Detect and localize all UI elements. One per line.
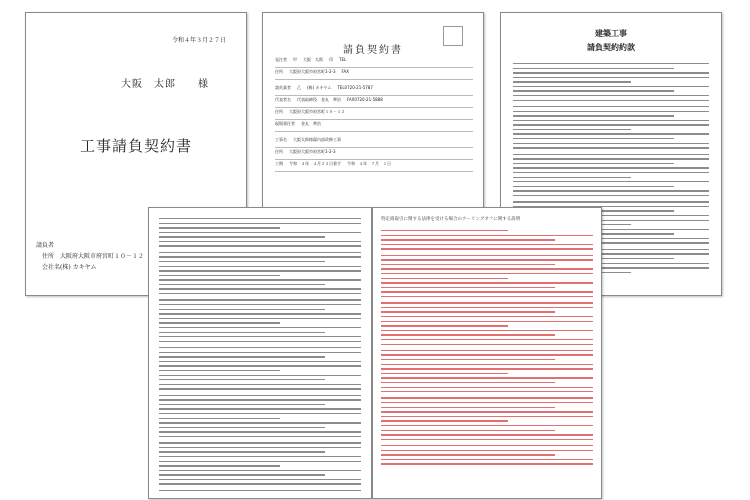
text-line bbox=[159, 299, 361, 300]
form-row bbox=[275, 137, 473, 148]
text-line bbox=[381, 420, 508, 421]
cooling-off-header: 特定商取引に関する法律を受ける場合のクーリングオフに関する説明 bbox=[381, 217, 521, 222]
text-line bbox=[159, 313, 361, 314]
form-cell: 大阪府大阪市府宮町1-2-3 bbox=[289, 149, 336, 154]
text-line bbox=[381, 364, 593, 365]
form-cell: 工期 bbox=[275, 161, 283, 166]
text-line bbox=[159, 318, 361, 319]
text-line bbox=[159, 223, 361, 224]
text-line bbox=[513, 81, 631, 82]
form-cell: 代表者名 bbox=[275, 97, 291, 102]
text-line bbox=[381, 411, 593, 412]
text-line bbox=[159, 418, 280, 419]
text-line bbox=[159, 245, 361, 246]
form-row bbox=[275, 97, 473, 108]
text-line bbox=[159, 227, 280, 228]
form-row bbox=[275, 109, 473, 120]
form-row bbox=[275, 161, 473, 172]
text-line bbox=[513, 201, 709, 202]
text-line bbox=[381, 268, 593, 269]
text-line bbox=[159, 399, 361, 400]
text-line bbox=[381, 282, 593, 283]
company-label: 会社名 bbox=[42, 264, 61, 271]
form-cell: TEL bbox=[339, 57, 347, 62]
form-title: 請負契約書 bbox=[343, 45, 403, 56]
text-line bbox=[513, 133, 709, 134]
text-line bbox=[159, 241, 361, 242]
article-text bbox=[159, 218, 361, 494]
text-line bbox=[159, 431, 361, 432]
text-line bbox=[381, 244, 593, 245]
text-line bbox=[381, 291, 593, 292]
text-line bbox=[513, 154, 709, 155]
text-line bbox=[381, 255, 593, 256]
text-line bbox=[381, 454, 555, 455]
recipient bbox=[121, 75, 209, 90]
text-line bbox=[381, 235, 593, 236]
form-cell: 住所 bbox=[275, 109, 283, 114]
text-line bbox=[381, 311, 555, 312]
text-line bbox=[381, 330, 593, 331]
form-cell: 大阪府大阪市府宮町1-2-3 bbox=[289, 69, 336, 74]
text-line bbox=[513, 115, 674, 116]
text-line bbox=[381, 397, 593, 398]
text-line bbox=[381, 339, 593, 340]
text-line bbox=[381, 259, 593, 260]
text-line bbox=[381, 445, 593, 446]
text-line bbox=[513, 172, 709, 173]
text-line bbox=[159, 447, 361, 448]
text-line bbox=[381, 459, 593, 460]
form-cell: 金丸 準治 bbox=[301, 121, 321, 126]
recipient-name: 大阪 太郎 bbox=[121, 79, 176, 90]
text-line bbox=[381, 377, 593, 378]
cooling-off-text bbox=[381, 230, 593, 468]
text-line bbox=[159, 408, 361, 409]
text-line bbox=[381, 416, 593, 417]
terms-title-2: 請負契約約款 bbox=[587, 42, 635, 52]
text-line bbox=[159, 404, 325, 405]
text-line bbox=[381, 402, 593, 403]
text-line bbox=[159, 352, 361, 353]
company-value: (株) カキヤム bbox=[60, 264, 97, 271]
text-line bbox=[513, 95, 709, 96]
text-line bbox=[159, 270, 361, 271]
honorific: 様 bbox=[198, 79, 209, 90]
text-line bbox=[159, 304, 361, 305]
terms-title-1: 建築工事 bbox=[595, 28, 627, 38]
text-line bbox=[381, 239, 555, 240]
text-line bbox=[159, 422, 361, 423]
text-line bbox=[381, 450, 593, 451]
form-cell: FAX0720-21-5888 bbox=[347, 97, 383, 102]
form-cell: 代表取締役 金丸 準治 bbox=[297, 97, 341, 102]
text-line bbox=[159, 384, 361, 385]
document-title: 工事請負契約書 bbox=[79, 137, 192, 155]
form-cell: 大阪太郎様邸内部改修工事 bbox=[293, 137, 341, 142]
text-line bbox=[513, 138, 674, 139]
text-line bbox=[159, 293, 361, 294]
text-line bbox=[159, 275, 280, 276]
form-cell: 令和 ４年 ４月２５日着手 bbox=[289, 161, 341, 166]
text-line bbox=[381, 296, 593, 297]
text-line bbox=[381, 439, 593, 440]
text-line bbox=[513, 147, 709, 148]
text-line bbox=[381, 230, 508, 231]
text-line bbox=[159, 327, 361, 328]
text-line bbox=[159, 218, 361, 219]
text-line bbox=[159, 332, 325, 333]
text-line bbox=[381, 334, 555, 335]
cooling-off-page bbox=[372, 207, 602, 499]
text-line bbox=[513, 181, 709, 182]
text-line bbox=[159, 442, 361, 443]
text-line bbox=[159, 347, 361, 348]
text-line bbox=[513, 106, 709, 107]
text-line bbox=[513, 167, 709, 168]
form-cell: 現場責任者 bbox=[275, 121, 295, 126]
text-line bbox=[381, 391, 593, 392]
text-line bbox=[381, 287, 555, 288]
text-line bbox=[159, 336, 361, 337]
text-line bbox=[159, 451, 325, 452]
text-line bbox=[159, 261, 325, 262]
form-cell: 工事名 bbox=[275, 137, 287, 142]
text-line bbox=[159, 483, 361, 484]
text-line bbox=[381, 368, 593, 369]
form-cell: FAX bbox=[341, 69, 349, 74]
text-line bbox=[381, 248, 593, 249]
text-line bbox=[513, 111, 709, 112]
form-cell: 請負業者 bbox=[275, 85, 291, 90]
text-line bbox=[381, 382, 555, 383]
text-line bbox=[381, 434, 593, 435]
form-cell: 印 bbox=[329, 57, 333, 62]
text-line bbox=[159, 361, 361, 362]
text-line bbox=[513, 186, 674, 187]
address-label: 住所 bbox=[42, 253, 55, 260]
text-line bbox=[159, 341, 361, 342]
text-line bbox=[381, 325, 508, 326]
form-row bbox=[275, 85, 473, 96]
text-line bbox=[381, 373, 508, 374]
text-line bbox=[381, 307, 593, 308]
text-line bbox=[513, 120, 709, 121]
text-line bbox=[159, 322, 280, 323]
form-cell: TEL0720-21-5787 bbox=[337, 85, 373, 90]
text-line bbox=[513, 63, 709, 64]
contractor-label: 請負者 bbox=[36, 242, 55, 249]
text-line bbox=[159, 284, 325, 285]
form-row bbox=[275, 149, 473, 160]
text-line bbox=[159, 395, 361, 396]
contractor-block bbox=[36, 240, 144, 273]
form-cell: (株) カキヤム bbox=[307, 85, 332, 90]
text-line bbox=[513, 72, 709, 73]
text-line bbox=[513, 124, 709, 125]
text-line bbox=[159, 375, 361, 376]
form-row bbox=[275, 57, 473, 68]
address-value: 大阪府大阪市府宮町１０－１２ bbox=[60, 253, 145, 260]
form-cell: 大阪府大阪市府宮町１０－１２ bbox=[289, 109, 345, 114]
text-line bbox=[159, 266, 361, 267]
text-line bbox=[381, 425, 593, 426]
text-line bbox=[159, 356, 325, 357]
text-line bbox=[159, 436, 361, 437]
form-cell: 令和 ４年 ７月 １日 bbox=[347, 161, 391, 166]
text-line bbox=[381, 278, 508, 279]
text-line bbox=[381, 264, 555, 265]
form-cell: 住所 bbox=[275, 69, 283, 74]
text-line bbox=[159, 461, 361, 462]
text-line bbox=[159, 427, 325, 428]
text-line bbox=[159, 474, 325, 475]
text-line bbox=[513, 190, 709, 191]
form-cell: 大阪 太郎 bbox=[303, 57, 323, 62]
form-cell: 住所 bbox=[275, 149, 283, 154]
text-line bbox=[381, 359, 555, 360]
text-line bbox=[159, 413, 361, 414]
text-line bbox=[381, 302, 593, 303]
form-cell: 発注者 bbox=[275, 57, 287, 62]
text-line bbox=[159, 470, 361, 471]
text-line bbox=[513, 158, 709, 159]
text-line bbox=[381, 350, 593, 351]
text-line bbox=[159, 236, 325, 237]
text-line bbox=[159, 232, 361, 233]
text-line bbox=[159, 256, 361, 257]
text-line bbox=[159, 252, 361, 253]
text-line bbox=[381, 354, 593, 355]
text-line bbox=[381, 344, 593, 345]
text-line bbox=[513, 68, 674, 69]
text-line bbox=[513, 163, 674, 164]
contract-date: 令和４年３月２７日 bbox=[171, 37, 226, 44]
text-line bbox=[159, 465, 280, 466]
text-line bbox=[513, 195, 709, 196]
text-line bbox=[381, 321, 593, 322]
text-line bbox=[513, 100, 709, 101]
text-line bbox=[159, 309, 325, 310]
text-line bbox=[159, 279, 361, 280]
text-line bbox=[381, 430, 555, 431]
text-line bbox=[513, 129, 631, 130]
text-line bbox=[159, 288, 361, 289]
article-text-page bbox=[148, 207, 372, 499]
text-line bbox=[381, 387, 593, 388]
text-line bbox=[159, 365, 361, 366]
form-cell: 乙 bbox=[297, 85, 301, 90]
text-line bbox=[159, 370, 280, 371]
form-row bbox=[275, 69, 473, 80]
text-line bbox=[381, 316, 593, 317]
text-line bbox=[381, 273, 593, 274]
text-line bbox=[513, 86, 709, 87]
text-line bbox=[381, 407, 555, 408]
text-line bbox=[513, 143, 709, 144]
text-line bbox=[513, 77, 709, 78]
text-line bbox=[381, 463, 593, 464]
text-line bbox=[513, 90, 674, 91]
text-line bbox=[159, 479, 361, 480]
text-line bbox=[159, 379, 325, 380]
text-line bbox=[159, 388, 361, 389]
text-line bbox=[159, 490, 361, 491]
form-row bbox=[275, 121, 473, 132]
form-cell: 甲 bbox=[293, 57, 297, 62]
text-line bbox=[513, 177, 631, 178]
text-line bbox=[159, 456, 361, 457]
